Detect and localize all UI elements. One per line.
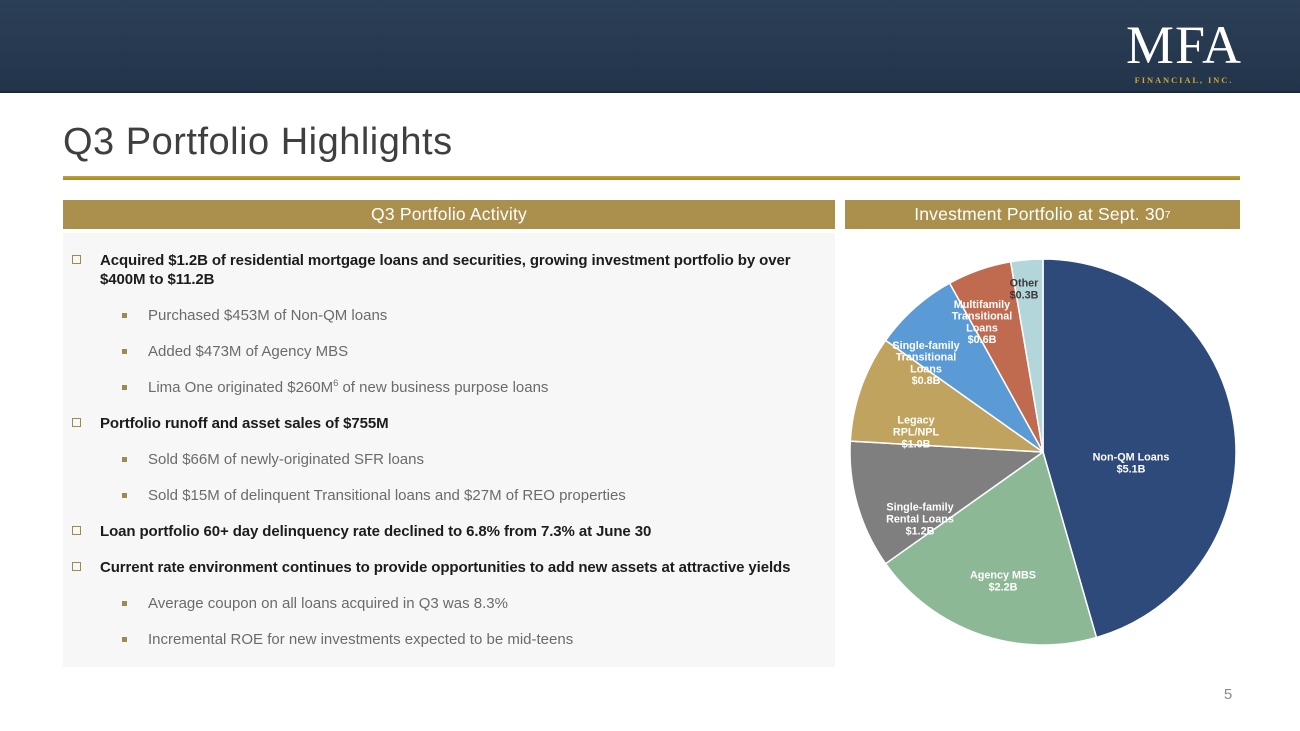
list-item [63,414,827,433]
list-item-text: Average coupon on all loans acquired in Q3 was 8.3% [148,595,508,612]
list-item-text: Sold $66M of newly-originated SFR loans [148,451,424,468]
square-bullet-icon [122,637,127,642]
square-bullet-icon [122,493,127,498]
pie-slice-label: Other $0.3B [1009,277,1039,302]
list-item [63,251,827,289]
pie-slice-label: Non-QM Loans $5.1B [1092,451,1170,476]
hollow-square-bullet-icon [72,418,81,427]
header-bar [0,0,1300,93]
title-underline [63,176,1240,180]
hollow-square-bullet-icon [72,562,81,571]
pie-slice-label: Agency MBS $2.2B [970,569,1036,594]
page-title: Q3 Portfolio Highlights [63,121,453,163]
list-item [63,306,827,325]
page-number: 5 [1223,686,1233,703]
list-item [63,450,827,469]
list-item-text: Purchased $453M of Non-QM loans [148,307,388,324]
list-item-text: Lima One originated $\$260M^6$ of new business purpose loans [148,378,549,396]
list-item-text: Current rate environment continues to provide opportunities to add new assets at attractive yields [100,559,791,576]
list-item [63,630,827,649]
list-item-text: Loan portfolio 60+ day delinquency rate declined to 6.8% from 7.3% at June 30 [100,523,652,540]
square-bullet-icon [122,349,127,354]
list-item-text: Sold $15M of delinquent Transitional loans and $27M of REO properties [148,487,626,504]
list-item-text: Incremental ROE for new investments expected to be mid-teens [148,631,574,648]
list-item [63,594,827,613]
square-bullet-icon [122,313,127,318]
list-item [63,522,827,541]
list-item-text: Portfolio runoff and asset sales of $755M [100,415,389,432]
square-bullet-icon [122,385,127,390]
investment-portfolio-pie-chart [845,240,1240,660]
pie-slice-label: Single-family Transitional Loans $0.8B [892,339,960,388]
hollow-square-bullet-icon [72,255,81,264]
left-section-header: Q3 Portfolio Activity [63,200,835,229]
list-item [63,558,827,577]
list-item [63,486,827,505]
list-item [63,342,827,361]
square-bullet-icon [122,457,127,462]
right-section-header: Investment Portfolio at Sept. 30 7 [845,200,1240,229]
list-item-text: Acquired $1.2B of residential mortgage loans and securities, growing investment portfolio by over $400M to $11.2B [100,252,791,288]
list-item-text: Added $473M of Agency MBS [148,343,349,360]
bullet-list [63,233,835,667]
mfa-logo [1125,15,1242,85]
list-item [63,378,827,397]
pie-slice-label: Multifamily Transitional Loans $0.6B [951,298,1013,347]
square-bullet-icon [122,601,127,606]
hollow-square-bullet-icon [72,526,81,535]
logo-subtitle: FINANCIAL, INC. [1134,75,1234,85]
pie-slice-label: Single-family Rental Loans $1.2B [886,501,954,538]
pie-slice-label: Legacy RPL/NPL $1.0B [892,414,940,451]
logo-wordmark: MFA [1125,15,1242,75]
